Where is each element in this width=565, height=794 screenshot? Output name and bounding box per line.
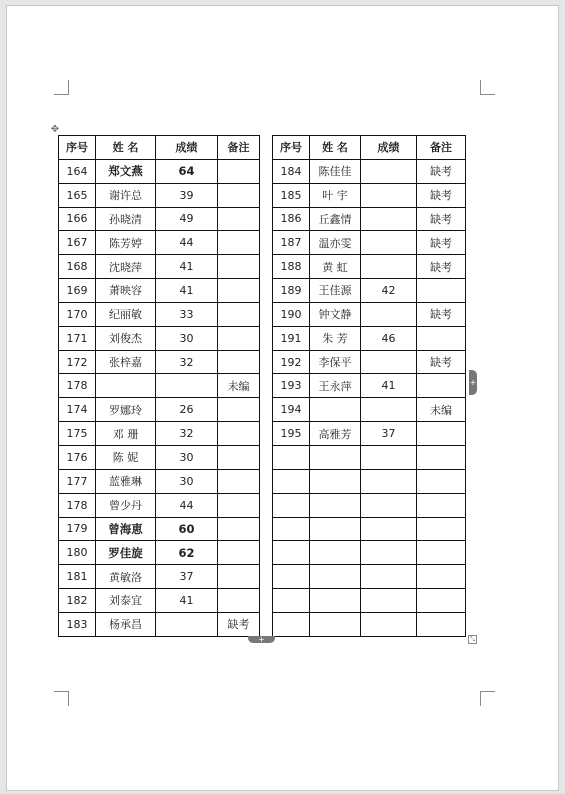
table-row xyxy=(273,374,466,398)
cell-score[interactable]: 44 xyxy=(156,231,218,255)
table-row xyxy=(273,541,466,565)
cell-name[interactable]: 谢许总 xyxy=(96,183,156,207)
cell-number[interactable]: 175 xyxy=(59,422,96,446)
cell-name[interactable]: 罗娜玲 xyxy=(96,398,156,422)
header-score: 成绩 xyxy=(361,136,417,160)
cell-score[interactable] xyxy=(361,589,417,613)
cell-note[interactable] xyxy=(218,589,260,613)
cell-name[interactable]: 曾少丹 xyxy=(96,493,156,517)
table-row xyxy=(59,350,260,374)
cell-score[interactable] xyxy=(361,255,417,279)
cell-name[interactable]: 萧映容 xyxy=(96,279,156,303)
cell-number[interactable]: 172 xyxy=(59,350,96,374)
cell-name[interactable] xyxy=(310,445,361,469)
table-row xyxy=(273,326,466,350)
cell-name[interactable] xyxy=(310,398,361,422)
table-row xyxy=(59,422,260,446)
cell-score[interactable]: 41 xyxy=(156,279,218,303)
table-row xyxy=(273,493,466,517)
table-row xyxy=(59,207,260,231)
cell-note[interactable]: 缺考 xyxy=(417,231,466,255)
cell-number[interactable]: 185 xyxy=(273,183,310,207)
crop-mark-bottom-left xyxy=(54,691,69,706)
cell-note[interactable] xyxy=(417,326,466,350)
cell-note[interactable] xyxy=(417,517,466,541)
cell-number[interactable]: 165 xyxy=(59,183,96,207)
cell-note[interactable] xyxy=(417,493,466,517)
table-row xyxy=(273,422,466,446)
cell-number[interactable]: 184 xyxy=(273,159,310,183)
table-row xyxy=(59,493,260,517)
cell-name[interactable]: 叶 宇 xyxy=(310,183,361,207)
cell-score[interactable] xyxy=(361,207,417,231)
cell-note[interactable] xyxy=(218,422,260,446)
table-row xyxy=(59,612,260,636)
cell-note[interactable]: 缺考 xyxy=(417,159,466,183)
cell-score[interactable]: 37 xyxy=(361,422,417,446)
table-row xyxy=(59,255,260,279)
cell-score[interactable] xyxy=(361,183,417,207)
cell-score[interactable] xyxy=(361,565,417,589)
score-table-left xyxy=(58,135,260,637)
cell-number[interactable]: 177 xyxy=(59,469,96,493)
cell-note[interactable] xyxy=(218,255,260,279)
cell-score[interactable]: 41 xyxy=(156,255,218,279)
cell-score[interactable]: 49 xyxy=(156,207,218,231)
cell-name[interactable]: 刘泰宜 xyxy=(96,589,156,613)
cell-note[interactable] xyxy=(417,445,466,469)
cell-note[interactable] xyxy=(417,469,466,493)
cell-number[interactable] xyxy=(273,517,310,541)
table-row xyxy=(59,231,260,255)
cell-number[interactable]: 169 xyxy=(59,279,96,303)
cell-number[interactable] xyxy=(273,445,310,469)
cell-name[interactable]: 纪丽敏 xyxy=(96,302,156,326)
cell-score[interactable] xyxy=(361,398,417,422)
cell-name[interactable]: 钟文静 xyxy=(310,302,361,326)
cell-note[interactable] xyxy=(417,422,466,446)
header-name: 姓 名 xyxy=(96,136,156,160)
cell-number[interactable]: 195 xyxy=(273,422,310,446)
cell-number[interactable]: 190 xyxy=(273,302,310,326)
table-row xyxy=(273,183,466,207)
cell-name[interactable]: 郑文燕 xyxy=(96,159,156,183)
cell-score[interactable] xyxy=(361,541,417,565)
cell-note[interactable] xyxy=(417,565,466,589)
table-row xyxy=(273,517,466,541)
cell-note[interactable]: 未编 xyxy=(417,398,466,422)
cell-score[interactable]: 46 xyxy=(361,326,417,350)
table-row xyxy=(273,279,466,303)
cell-name[interactable]: 王佳源 xyxy=(310,279,361,303)
cell-score[interactable]: 26 xyxy=(156,398,218,422)
cell-number[interactable]: 176 xyxy=(59,445,96,469)
table-row xyxy=(273,469,466,493)
cell-number[interactable] xyxy=(273,565,310,589)
cell-note[interactable] xyxy=(218,159,260,183)
cell-score[interactable]: 41 xyxy=(361,374,417,398)
cell-name[interactable]: 陈芳婷 xyxy=(96,231,156,255)
cell-note[interactable] xyxy=(417,541,466,565)
table-row xyxy=(59,302,260,326)
cell-name[interactable]: 孙晓清 xyxy=(96,207,156,231)
table-row xyxy=(273,612,466,636)
cell-number[interactable]: 171 xyxy=(59,326,96,350)
table-row xyxy=(59,541,260,565)
cell-number[interactable]: 193 xyxy=(273,374,310,398)
cell-number[interactable]: 166 xyxy=(59,207,96,231)
cell-number[interactable] xyxy=(273,469,310,493)
cell-name[interactable]: 黄敏洛 xyxy=(96,565,156,589)
header-note: 备注 xyxy=(417,136,466,160)
cell-score[interactable] xyxy=(156,612,218,636)
table-row xyxy=(273,398,466,422)
cell-number[interactable] xyxy=(273,612,310,636)
cell-number[interactable]: 170 xyxy=(59,302,96,326)
cell-name[interactable]: 蓝雅琳 xyxy=(96,469,156,493)
cell-note[interactable] xyxy=(417,279,466,303)
cell-number[interactable]: 182 xyxy=(59,589,96,613)
table-row xyxy=(59,326,260,350)
table-row xyxy=(273,350,466,374)
cell-number[interactable]: 178 xyxy=(59,493,96,517)
cell-score[interactable]: 62 xyxy=(156,541,218,565)
cell-note[interactable] xyxy=(417,612,466,636)
table-row xyxy=(59,279,260,303)
cell-score[interactable]: 30 xyxy=(156,445,218,469)
cell-number[interactable]: 189 xyxy=(273,279,310,303)
cell-score[interactable]: 33 xyxy=(156,302,218,326)
cell-score[interactable] xyxy=(361,517,417,541)
cell-name[interactable] xyxy=(310,565,361,589)
table-row xyxy=(273,565,466,589)
cell-name[interactable] xyxy=(310,517,361,541)
header-name: 姓 名 xyxy=(310,136,361,160)
table-row xyxy=(273,445,466,469)
table-move-icon[interactable]: ✥ xyxy=(50,124,60,135)
cell-name[interactable]: 邓 珊 xyxy=(96,422,156,446)
cell-number[interactable]: 168 xyxy=(59,255,96,279)
cell-score[interactable]: 30 xyxy=(156,326,218,350)
cell-note[interactable] xyxy=(218,279,260,303)
table-row xyxy=(273,589,466,613)
cell-score[interactable] xyxy=(156,374,218,398)
cell-note[interactable] xyxy=(218,207,260,231)
cell-note[interactable] xyxy=(218,231,260,255)
cell-name[interactable]: 罗佳旋 xyxy=(96,541,156,565)
cell-note[interactable] xyxy=(218,398,260,422)
cell-name[interactable] xyxy=(310,469,361,493)
cell-score[interactable]: 60 xyxy=(156,517,218,541)
cell-score[interactable]: 44 xyxy=(156,493,218,517)
header-row xyxy=(273,136,466,160)
cell-note[interactable]: 缺考 xyxy=(417,302,466,326)
cell-number[interactable] xyxy=(273,541,310,565)
cell-name[interactable] xyxy=(96,374,156,398)
table-resize-icon[interactable]: ⤡ xyxy=(468,635,477,644)
table-row xyxy=(59,374,260,398)
cell-name[interactable]: 曾海恵 xyxy=(96,517,156,541)
cell-note[interactable]: 缺考 xyxy=(417,207,466,231)
cell-score[interactable] xyxy=(361,159,417,183)
table-row xyxy=(59,445,260,469)
cell-note[interactable] xyxy=(218,350,260,374)
header-score: 成绩 xyxy=(156,136,218,160)
table-row xyxy=(273,231,466,255)
cell-note[interactable] xyxy=(417,589,466,613)
cell-number[interactable]: 164 xyxy=(59,159,96,183)
cell-note[interactable] xyxy=(218,517,260,541)
cell-name[interactable]: 朱 芳 xyxy=(310,326,361,350)
cell-number[interactable]: 178 xyxy=(59,374,96,398)
cell-name[interactable]: 陈 妮 xyxy=(96,445,156,469)
cell-name[interactable]: 丘鑫情 xyxy=(310,207,361,231)
cell-note[interactable]: 缺考 xyxy=(218,612,260,636)
cell-name[interactable]: 温亦雯 xyxy=(310,231,361,255)
table-row xyxy=(59,159,260,183)
cell-score[interactable]: 41 xyxy=(156,589,218,613)
crop-mark-top-left xyxy=(54,80,69,95)
cell-note[interactable] xyxy=(218,493,260,517)
cell-score[interactable]: 30 xyxy=(156,469,218,493)
cell-name[interactable]: 杨承昌 xyxy=(96,612,156,636)
cell-note[interactable]: 缺考 xyxy=(417,255,466,279)
cell-number[interactable]: 167 xyxy=(59,231,96,255)
crop-mark-bottom-right xyxy=(480,691,495,706)
cell-name[interactable] xyxy=(310,589,361,613)
add-row-icon[interactable]: + xyxy=(248,636,275,643)
cell-score[interactable] xyxy=(361,350,417,374)
cell-score[interactable] xyxy=(361,493,417,517)
cell-score[interactable]: 32 xyxy=(156,350,218,374)
cell-name[interactable] xyxy=(310,493,361,517)
cell-name[interactable]: 王永萍 xyxy=(310,374,361,398)
add-column-icon[interactable]: + xyxy=(469,370,477,395)
cell-name[interactable]: 沈晓萍 xyxy=(96,255,156,279)
header-number: 序号 xyxy=(273,136,310,160)
table-row xyxy=(59,589,260,613)
cell-name[interactable] xyxy=(310,541,361,565)
cell-score[interactable] xyxy=(361,302,417,326)
cell-number[interactable]: 192 xyxy=(273,350,310,374)
cell-number[interactable] xyxy=(273,589,310,613)
cell-number[interactable]: 179 xyxy=(59,517,96,541)
cell-note[interactable]: 缺考 xyxy=(417,183,466,207)
table-row xyxy=(59,183,260,207)
cell-score[interactable] xyxy=(361,469,417,493)
header-note: 备注 xyxy=(218,136,260,160)
table-row xyxy=(59,565,260,589)
cell-number[interactable]: 191 xyxy=(273,326,310,350)
cell-number[interactable]: 186 xyxy=(273,207,310,231)
cell-number[interactable]: 194 xyxy=(273,398,310,422)
header-row xyxy=(59,136,260,160)
cell-number[interactable] xyxy=(273,493,310,517)
cell-note[interactable] xyxy=(218,183,260,207)
table-row xyxy=(59,517,260,541)
cell-number[interactable]: 181 xyxy=(59,565,96,589)
cell-name[interactable] xyxy=(310,612,361,636)
cell-score[interactable]: 37 xyxy=(156,565,218,589)
table-row xyxy=(59,398,260,422)
cell-name[interactable]: 刘俊杰 xyxy=(96,326,156,350)
cell-name[interactable]: 李保平 xyxy=(310,350,361,374)
cell-note[interactable]: 缺考 xyxy=(417,350,466,374)
cell-score[interactable] xyxy=(361,612,417,636)
cell-note[interactable] xyxy=(218,302,260,326)
cell-name[interactable]: 黄 虹 xyxy=(310,255,361,279)
cell-note[interactable] xyxy=(218,565,260,589)
cell-score[interactable]: 42 xyxy=(361,279,417,303)
score-table-right xyxy=(272,135,466,637)
cell-score[interactable] xyxy=(361,231,417,255)
cell-note[interactable] xyxy=(218,541,260,565)
cell-number[interactable]: 187 xyxy=(273,231,310,255)
cell-note[interactable] xyxy=(218,326,260,350)
table-row xyxy=(59,469,260,493)
cell-number[interactable]: 183 xyxy=(59,612,96,636)
cell-name[interactable]: 张梓嘉 xyxy=(96,350,156,374)
cell-score[interactable]: 32 xyxy=(156,422,218,446)
cell-score[interactable] xyxy=(361,445,417,469)
cell-number[interactable]: 174 xyxy=(59,398,96,422)
cell-score[interactable]: 39 xyxy=(156,183,218,207)
table-row xyxy=(273,302,466,326)
header-number: 序号 xyxy=(59,136,96,160)
table-row xyxy=(273,207,466,231)
cell-note[interactable] xyxy=(218,445,260,469)
cell-note[interactable] xyxy=(417,374,466,398)
cell-name[interactable]: 陈佳佳 xyxy=(310,159,361,183)
cell-number[interactable]: 188 xyxy=(273,255,310,279)
table-row xyxy=(273,255,466,279)
cell-note[interactable]: 未编 xyxy=(218,374,260,398)
cell-score[interactable]: 64 xyxy=(156,159,218,183)
cell-number[interactable]: 180 xyxy=(59,541,96,565)
cell-name[interactable]: 高雅芳 xyxy=(310,422,361,446)
table-row xyxy=(273,159,466,183)
cell-note[interactable] xyxy=(218,469,260,493)
crop-mark-top-right xyxy=(480,80,495,95)
